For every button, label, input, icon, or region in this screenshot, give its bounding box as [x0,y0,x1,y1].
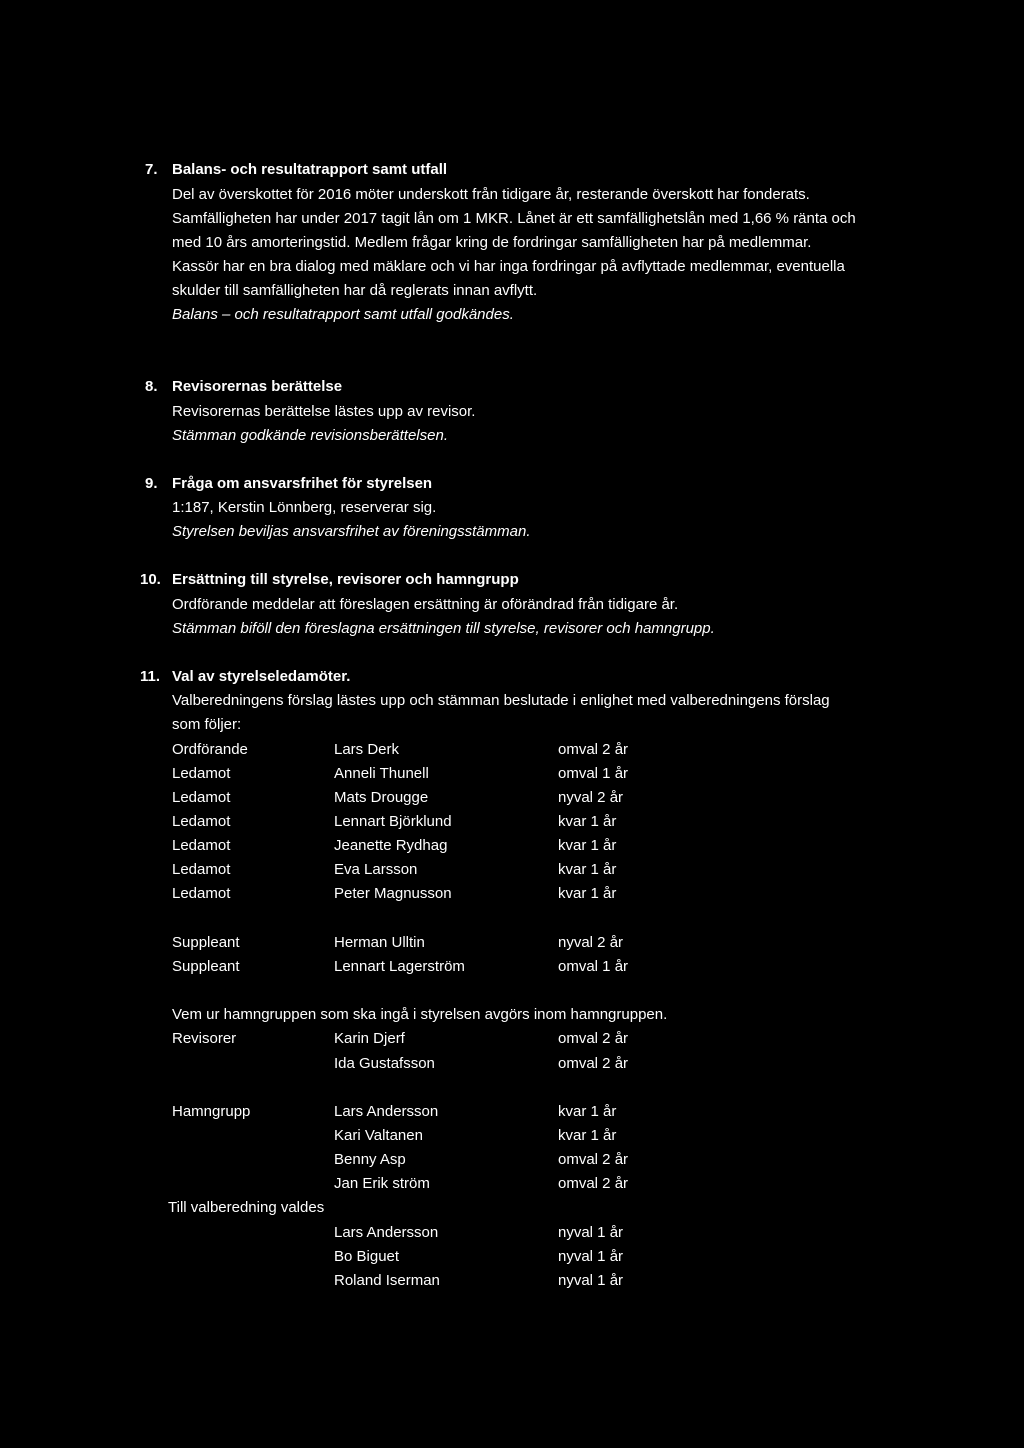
decision-text: Balans – och resultatrapport samt utfall godkändes. [172,306,514,323]
term-cell: nyval 1 år [558,1272,624,1289]
term-cell: nyval 1 år [558,1248,624,1265]
section-heading: Val av styrelseledamöter. [172,668,351,685]
term-cell: omval 2 år [558,1030,629,1047]
nomination-label: Till valberedning valdes [168,1199,325,1216]
name-cell: Lars Andersson [334,1224,439,1241]
decision-text: Stämman godkände revisionsberättelsen. [172,427,448,444]
name-cell: Ida Gustafsson [334,1055,435,1072]
decision-text: Stämman biföll den föreslagna ersättningen till styrelse, revisorer och hamngrupp. [172,620,715,637]
name-cell: Jan Erik ström [334,1175,430,1192]
term-cell: kvar 1 år [558,1103,617,1120]
term-cell: omval 2 år [558,1151,629,1168]
body-line: 1:187, Kerstin Lönnberg, reserverar sig. [172,499,437,516]
name-cell: Karin Djerf [334,1030,405,1047]
name-cell: Eva Larsson [334,861,418,878]
name-cell: Lennart Lagerström [334,958,465,975]
role-cell: Ledamot [172,861,231,878]
term-cell: kvar 1 år [558,813,617,830]
role-cell: Suppleant [172,934,240,951]
role-cell: Suppleant [172,958,240,975]
name-cell: Herman Ulltin [334,934,425,951]
name-cell: Roland Iserman [334,1272,440,1289]
name-cell: Lars Derk [334,741,400,758]
body-line: Samfälligheten har under 2017 tagit lån om 1 MKR. Lånet är ett samfällighetslån med 1,66 % ränta och [172,210,856,227]
section-heading: Fråga om ansvarsfrihet för styrelsen [172,475,433,492]
body-line: med 10 års amorteringstid. Medlem frågar kring de fordringar samfälligheten har på medlemmar. [172,234,812,251]
term-cell: nyval 2 år [558,934,624,951]
role-cell: Ledamot [172,837,231,854]
role-cell: Ledamot [172,765,231,782]
section-number: 9. [145,475,158,492]
term-cell: kvar 1 år [558,885,617,902]
term-cell: nyval 1 år [558,1224,624,1241]
term-cell: kvar 1 år [558,837,617,854]
section-number: 11. [140,668,161,685]
body-line: Revisorernas berättelse lästes upp av revisor. [172,403,476,420]
term-cell: kvar 1 år [558,861,617,878]
body-line: Ordförande meddelar att föreslagen ersättning är oförändrad från tidigare år. [172,596,679,613]
term-cell: omval 1 år [558,958,629,975]
term-cell: kvar 1 år [558,1127,617,1144]
body-line: Valberedningens förslag lästes upp och stämman beslutade i enlighet med valberedningens förslag [172,692,830,709]
term-cell: nyval 2 år [558,789,624,806]
body-line: Kassör har en bra dialog med mäklare och vi har inga fordringar på avflyttade medlemmar, eventuella [172,258,845,275]
role-cell: Ledamot [172,813,231,830]
section-number: 8. [145,378,158,395]
name-cell: Bo Biguet [334,1248,400,1265]
name-cell: Peter Magnusson [334,885,452,902]
body-line: Del av överskottet för 2016 möter underskott från tidigare år, resterande överskott har fonderats. [172,186,810,203]
role-cell: Ledamot [172,885,231,902]
role-cell: Hamngrupp [172,1103,251,1120]
section-number: 10. [140,571,161,588]
name-cell: Mats Drougge [334,789,429,806]
role-cell: Revisorer [172,1030,237,1047]
name-cell: Kari Valtanen [334,1127,423,1144]
name-cell: Lennart Björklund [334,813,452,830]
term-cell: omval 2 år [558,1055,629,1072]
name-cell: Benny Asp [334,1151,406,1168]
section-heading: Balans- och resultatrapport samt utfall [172,161,448,178]
name-cell: Anneli Thunell [334,765,429,782]
body-line: som följer: [172,716,242,733]
section-heading: Ersättning till styrelse, revisorer och hamngrupp [172,571,519,588]
harbor-note: Vem ur hamngruppen som ska ingå i styrelsen avgörs inom hamngruppen. [172,1006,668,1023]
name-cell: Lars Andersson [334,1103,439,1120]
decision-text: Styrelsen beviljas ansvarsfrihet av föreningsstämman. [172,523,531,540]
term-cell: omval 2 år [558,1175,629,1192]
name-cell: Jeanette Rydhag [334,837,448,854]
section-heading: Revisorernas berättelse [172,378,343,395]
term-cell: omval 2 år [558,741,629,758]
section-number: 7. [145,161,158,178]
role-cell: Ordförande [172,741,248,758]
role-cell: Ledamot [172,789,231,806]
term-cell: omval 1 år [558,765,629,782]
body-line: skulder till samfälligheten har då reglerats innan avflytt. [172,282,538,299]
